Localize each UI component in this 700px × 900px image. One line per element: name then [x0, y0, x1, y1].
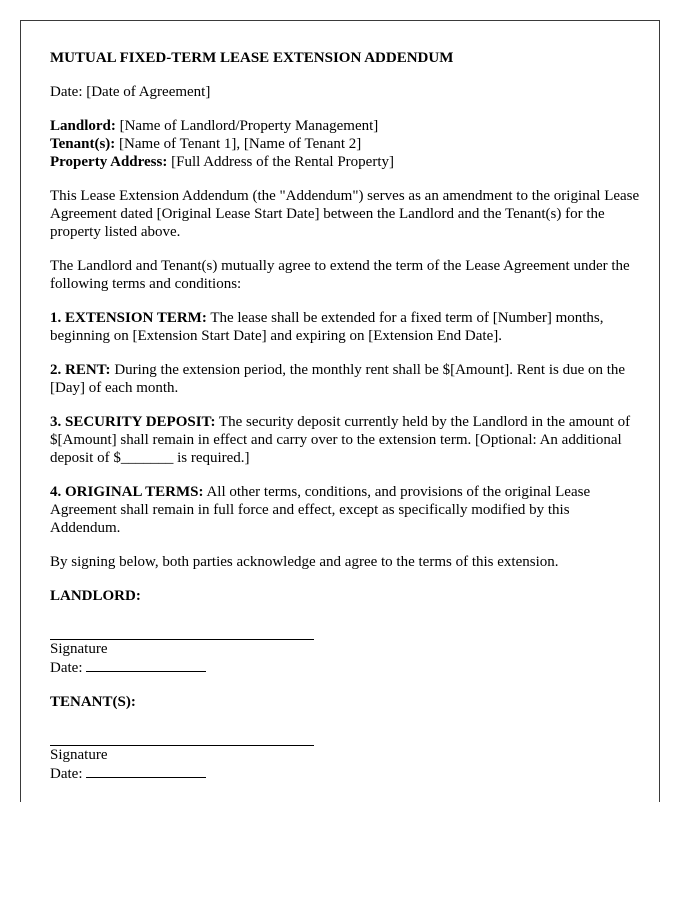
signature-line[interactable]: [50, 723, 314, 746]
clause-heading: 1. EXTENSION TERM:: [50, 310, 207, 326]
document-body: [50, 49, 640, 799]
signature-date-row: [50, 764, 640, 783]
signature-section-label: TENANT(S):: [50, 694, 136, 710]
signature-section-label: LANDLORD:: [50, 588, 141, 604]
intro-paragraph: This Lease Extension Addendum (the "Addendum") serves as an amendment to the original Lease Agreement dated [Original Lease Start Date] between the Landlord and the Tenant(s) for the property listed above.: [50, 188, 640, 240]
tenant-signature-block: [50, 693, 640, 783]
party-value: [Full Address of the Rental Property]: [167, 154, 394, 170]
clause-text: The lease shall be extended for a fixed term of [Number] months, beginning on [Extension Start Date] and expiring on [Extension End Date].: [50, 310, 604, 344]
clause-security-deposit: [50, 413, 640, 467]
document-title: MUTUAL FIXED-TERM LEASE EXTENSION ADDENDUM: [50, 50, 454, 66]
agreement-date: Date: [Date of Agreement]: [50, 84, 211, 100]
landlord-signature-block: [50, 587, 640, 677]
party-value: [Name of Tenant 1], [Name of Tenant 2]: [115, 136, 362, 152]
date-blank-line[interactable]: [86, 764, 206, 778]
date-label: Date:: [50, 660, 87, 676]
document-page: [20, 20, 660, 802]
clause-rent: [50, 361, 640, 397]
closing-paragraph: By signing below, both parties acknowledge and agree to the terms of this extension.: [50, 554, 559, 570]
clause-original-terms: [50, 483, 640, 537]
signature-line[interactable]: [50, 617, 314, 640]
clause-text: All other terms, conditions, and provisions of the original Lease Agreement shall remain in full force and effect, except as specifically modified by this Addendum.: [50, 484, 591, 536]
party-label: Property Address:: [50, 154, 168, 170]
clause-heading: 3. SECURITY DEPOSIT:: [50, 414, 216, 430]
agreement-paragraph: The Landlord and Tenant(s) mutually agree to extend the term of the Lease Agreement under the following terms and conditions:: [50, 258, 630, 292]
clause-extension-term: [50, 309, 640, 345]
date-label: Date:: [50, 766, 87, 782]
party-value: [Name of Landlord/Property Management]: [115, 118, 379, 134]
date-blank-line[interactable]: [86, 658, 206, 672]
signature-date-row: [50, 658, 640, 677]
party-property-address: [50, 153, 640, 171]
party-label: Tenant(s):: [50, 136, 116, 152]
parties-block: [50, 117, 640, 171]
party-tenants: [50, 135, 640, 153]
clause-text: During the extension period, the monthly rent shall be $[Amount]. Rent is due on the [Day] of each month.: [50, 362, 626, 396]
signature-caption: Signature: [50, 641, 108, 657]
clause-heading: 2. RENT:: [50, 362, 111, 378]
party-label: Landlord:: [50, 118, 116, 134]
party-landlord: [50, 117, 640, 135]
clause-text: The security deposit currently held by the Landlord in the amount of $[Amount] shall remain in effect and carry over to the extension term. [Optional: An additional deposit of $_______ is required.]: [50, 414, 631, 466]
signature-caption: Signature: [50, 747, 108, 763]
clause-heading: 4. ORIGINAL TERMS:: [50, 484, 204, 500]
